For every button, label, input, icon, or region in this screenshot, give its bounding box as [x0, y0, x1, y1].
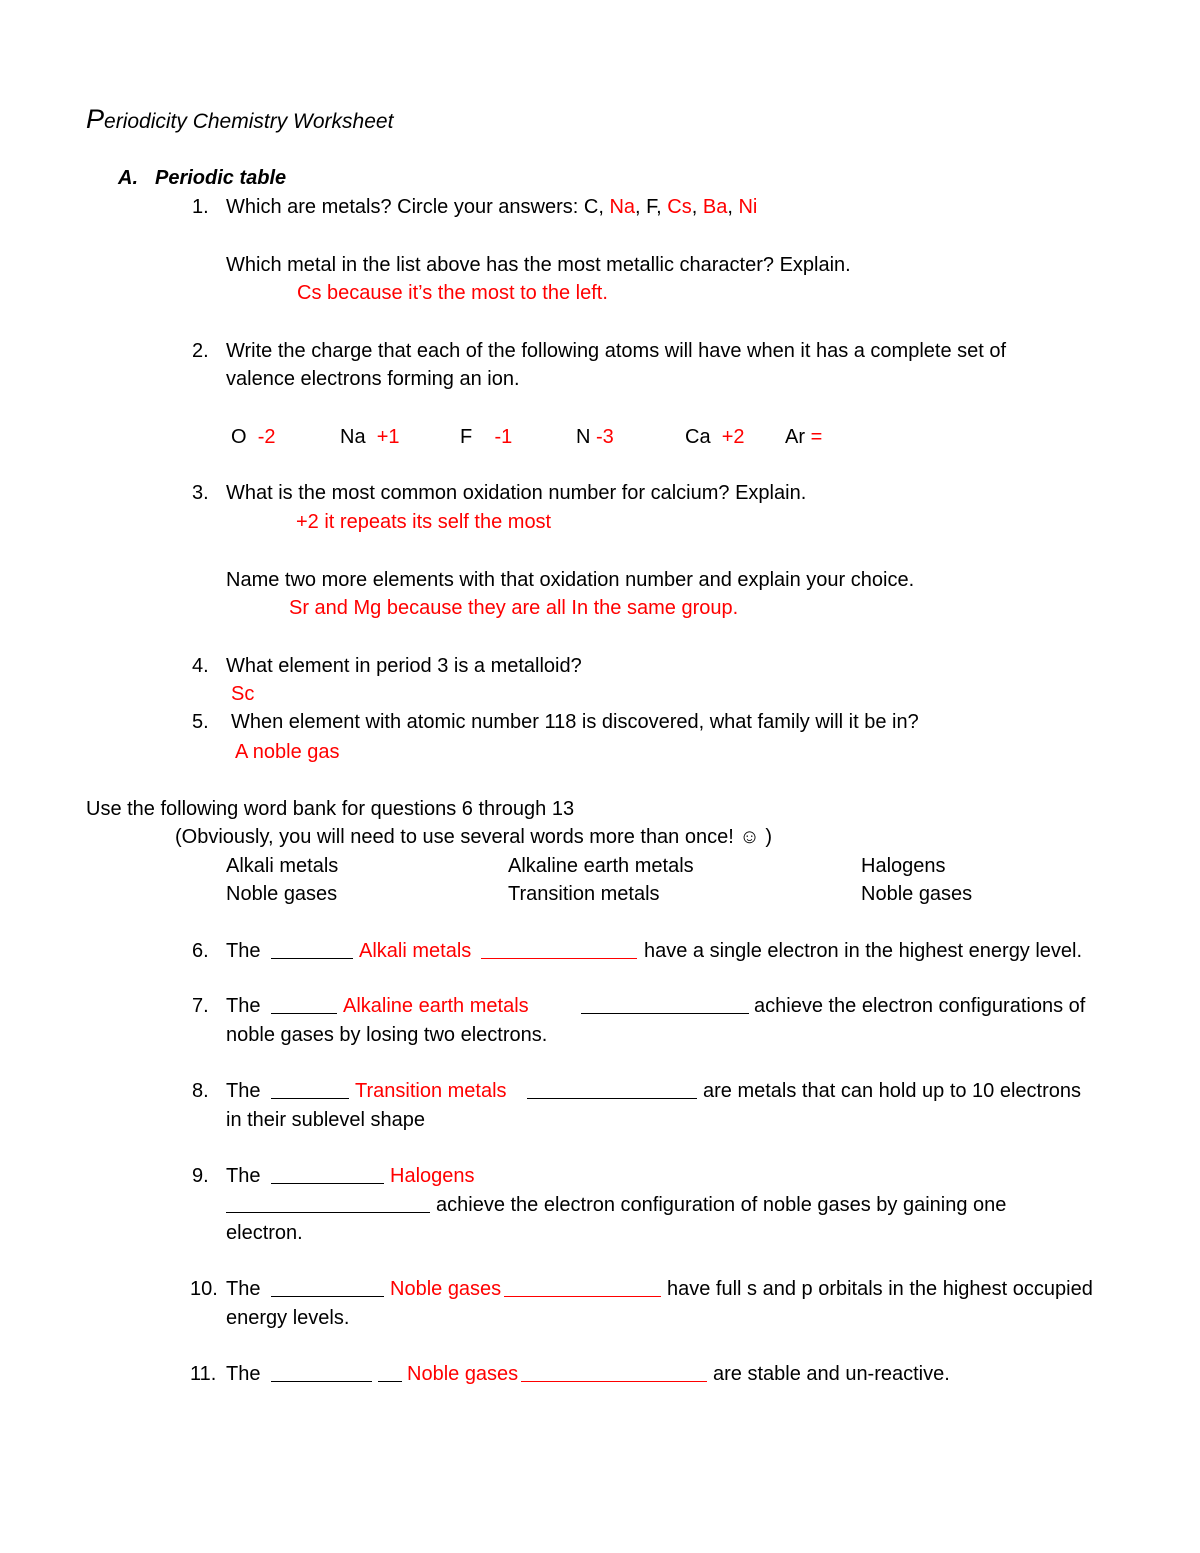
atom-o: O -2 — [231, 426, 276, 448]
q1-option: Ba — [702, 196, 728, 218]
q9-number: 9. — [192, 1165, 209, 1187]
q4-question: What element in period 3 is a metalloid? — [226, 655, 582, 677]
wordbank-word: Noble gases — [226, 883, 338, 905]
wordbank-word: Transition metals — [508, 883, 660, 905]
wordbank-word: Noble gases — [861, 883, 973, 905]
q1-option: F — [646, 196, 657, 218]
wordbank-note: (Obviously, you will need to use several words more than once! ☺ ) — [175, 826, 772, 848]
q8-blank-line — [527, 1080, 697, 1099]
q3-question: What is the most common oxidation number for calcium? Explain. — [226, 482, 807, 504]
q10-blank-line — [504, 1278, 661, 1297]
q9-rest: achieve the electron configuration of noble gases by gaining one — [436, 1194, 1007, 1216]
q4-number: 4. — [192, 655, 209, 677]
q2-question-line1: Write the charge that each of the following atoms will have when it has a complete set of — [226, 340, 1007, 362]
section-a-letter: A. — [118, 167, 138, 189]
wordbank-word: Alkali metals — [226, 855, 339, 877]
q9-the: The — [226, 1165, 261, 1187]
q7-blank-line — [271, 995, 337, 1014]
q3-number: 3. — [192, 482, 209, 504]
q11-the: The — [226, 1363, 261, 1385]
q6-blank-line — [481, 940, 637, 959]
q2-question-line2: valence electrons forming an ion. — [226, 368, 520, 390]
atom-na: Na +1 — [340, 426, 400, 448]
q7-answer: Alkaline earth metals — [343, 995, 529, 1017]
q1-option: Ni — [738, 196, 758, 218]
atom-ca: Ca +2 — [685, 426, 745, 448]
q6-answer: Alkali metals — [359, 940, 472, 962]
q9-blank-line — [226, 1194, 430, 1213]
q10-answer: Noble gases — [390, 1278, 502, 1300]
q11-rest: are stable and un-reactive. — [713, 1363, 950, 1385]
q7-rest: achieve the electron configurations of — [754, 995, 1086, 1017]
wordbank-word: Halogens — [861, 855, 946, 877]
q7-the: The — [226, 995, 261, 1017]
q9-answer: Halogens — [390, 1165, 475, 1187]
q8-rest: are metals that can hold up to 10 electrons — [703, 1080, 1082, 1102]
q5-question: When element with atomic number 118 is discovered, what family will it be in? — [231, 711, 919, 733]
q7-blank-line — [581, 995, 749, 1014]
q5-answer: A noble gas — [235, 741, 340, 763]
q1-follow-question: Which metal in the list above has the most metallic character? Explain. — [226, 254, 851, 276]
q11-answer: Noble gases — [407, 1363, 519, 1385]
page-title: Periodicity Chemistry Worksheet — [86, 104, 394, 134]
q6-rest: have a single electron in the highest energy level. — [644, 940, 1083, 962]
q9-line3: electron. — [226, 1222, 303, 1244]
q11-blank-line — [521, 1363, 707, 1382]
q8-answer: Transition metals — [355, 1080, 507, 1102]
q4-answer: Sc — [231, 683, 255, 705]
atom-n: N -3 — [576, 426, 614, 448]
q2-number: 2. — [192, 340, 209, 362]
q3-answer: +2 it repeats its self the most — [296, 511, 552, 533]
q7-number: 7. — [192, 995, 209, 1017]
q5-number: 5. — [192, 711, 209, 733]
q6-blank-line — [271, 940, 353, 959]
q10-number: 10. — [190, 1278, 218, 1300]
q6-number: 6. — [192, 940, 209, 962]
q11-blank-line — [378, 1363, 402, 1382]
atom-f: F -1 — [460, 426, 513, 448]
q11-blank-line — [271, 1363, 372, 1382]
q1-question: Which are metals? Circle your answers: C, Na, F, Cs, Ba, Ni — [226, 196, 758, 218]
q3-follow-question: Name two more elements with that oxidation number and explain your choice. — [226, 569, 915, 591]
q1-number: 1. — [192, 196, 209, 218]
wordbank-intro: Use the following word bank for questions 6 through 13 — [86, 798, 575, 820]
q10-rest: have full s and p orbitals in the highest occupied — [667, 1278, 1093, 1300]
q11-number: 11. — [190, 1363, 217, 1385]
q3-follow-answer: Sr and Mg because they are all In the same group. — [289, 597, 739, 619]
q9-blank-line — [271, 1165, 384, 1184]
section-a-heading: Periodic table — [155, 167, 287, 189]
q1-option: Na — [609, 196, 636, 218]
wordbank-word: Alkaline earth metals — [508, 855, 694, 877]
q8-the: The — [226, 1080, 261, 1102]
q8-number: 8. — [192, 1080, 209, 1102]
q1-option: Cs — [667, 196, 692, 218]
q6-the: The — [226, 940, 261, 962]
q8-blank-line — [271, 1080, 349, 1099]
q10-line2: energy levels. — [226, 1307, 350, 1329]
atom-ar: Ar = — [785, 426, 823, 448]
q1-answer: Cs because it’s the most to the left. — [297, 282, 608, 304]
q8-line2: in their sublevel shape — [226, 1109, 426, 1131]
q7-line2: noble gases by losing two electrons. — [226, 1024, 548, 1046]
q10-the: The — [226, 1278, 261, 1300]
q10-blank-line — [271, 1278, 384, 1297]
